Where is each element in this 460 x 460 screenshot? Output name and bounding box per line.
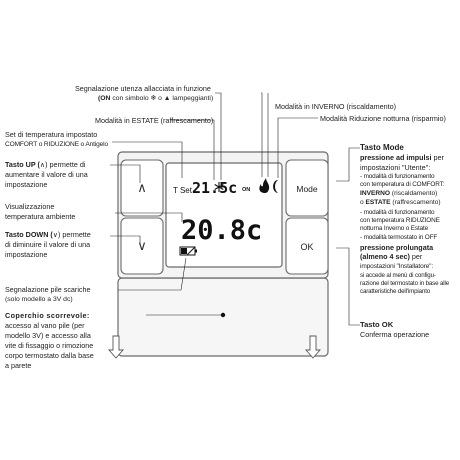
heating-text: (riscaldamento) [390, 190, 438, 197]
mode-sub [360, 153, 444, 162]
up-title: Tasto UP ( [5, 160, 40, 169]
up-button-label: ∧ [137, 181, 147, 196]
flame-icon-inline: ▲ [163, 95, 171, 102]
up-symbol: ∧ [39, 160, 46, 169]
display-label: Visualizzazione [5, 202, 55, 211]
night-mode-label: Modalità Riduzione notturna (risparmio) [320, 114, 446, 123]
mode-line-7: - modalità di funzionamento [360, 209, 435, 216]
cover-line-4: vite di fissaggio o rimozione [5, 341, 94, 350]
cover-line-5: corpo termostato dalla base [5, 351, 94, 360]
ok-description: Conferma operazione [360, 330, 430, 339]
up-rest: ) permette di [45, 160, 86, 169]
set-temperature-value: 21.5c [192, 179, 238, 197]
connected-load-signal-label: Segnalazione utenza allacciata in funzione [75, 84, 211, 93]
mode-long-press: pressione prolungata [360, 243, 434, 252]
cover-line-6: a parete [5, 361, 32, 370]
mode-line-2: impostazioni "Utente": [360, 163, 431, 172]
down-description-2: di diminuire il valore di una [5, 240, 91, 249]
mode-long-press-2 [360, 252, 422, 261]
battery-low-icon [180, 247, 197, 255]
ok-title: Tasto OK [360, 320, 394, 329]
snowflake-icon-inline: ❄ [150, 95, 157, 102]
connected-load-signal-detail [98, 94, 213, 103]
mode-line-13: impostazioni "Installatore": [360, 263, 434, 270]
mode-sub-rest: per [431, 153, 444, 162]
cooling-text: (raffrescamento) [390, 199, 441, 206]
setpoint-label: Set di temperatura impostato [5, 130, 98, 139]
up-description [5, 160, 86, 169]
mode-line-14: si accede al menù di configu- [360, 272, 436, 279]
up-description-3: impostazione [5, 180, 48, 189]
up-description-2: aumentare il valore di una [5, 170, 88, 179]
mode-line-15: razione del termostato in base alle [360, 280, 449, 287]
for-text: per [409, 252, 423, 261]
cover-marker-dot [221, 313, 225, 317]
mode-title: Tasto Mode [360, 143, 404, 152]
cover-line-3: modello 3V) e accesso alla [5, 331, 91, 340]
down-description-3: impostazione [5, 250, 48, 259]
summer-mode-label: Modalità in ESTATE (raffrescamento) [95, 116, 214, 125]
ok-button-label: OK [300, 242, 314, 252]
or-text: o [156, 95, 164, 102]
battery-label: Segnalazione pile scariche [5, 285, 91, 294]
mode-line-5 [360, 189, 437, 198]
mode-button-label: Mode [296, 184, 318, 194]
mode-line-10: - modalità termostato in OFF [360, 234, 438, 241]
mode-line-9: notturna Inverno o Estate [360, 225, 429, 232]
down-rest: ) permette [58, 230, 91, 239]
mode-line-3: - modalità di funzionamento [360, 173, 435, 180]
cover-title: Coperchio scorrevole: [5, 311, 90, 320]
display-label-2: temperatura ambiente [5, 212, 76, 221]
down-symbol: ∨ [52, 230, 59, 239]
setpoint-sub-label: COMFORT o RIDUZIONE o Antigelo [5, 141, 108, 148]
on-indicator: ON [242, 187, 251, 193]
battery-sub-label: (solo modello a 3V dc) [5, 296, 73, 303]
mode-line-8: con temperatura RIDUZIONE [360, 217, 440, 224]
mode-sub-bold: pressione ad impulsi [360, 153, 432, 162]
down-title: Tasto DOWN ( [5, 230, 53, 239]
winter-mode-label: Modalità in INVERNO (riscaldamento) [275, 102, 397, 111]
tset-label: T Set [173, 186, 192, 195]
or-text-2: o [360, 199, 366, 206]
room-temperature-value: 20.8c [181, 215, 263, 246]
down-button-label: ∨ [137, 239, 147, 254]
down-description [5, 230, 91, 239]
mode-line-16: caratteristiche dell'impianto [360, 288, 431, 295]
blinking-text: lampeggianti) [170, 95, 214, 102]
winter-bold: INVERNO [360, 190, 391, 197]
mode-line-6 [360, 198, 441, 207]
at-least-4-sec: (almeno 4 sec) [360, 252, 410, 261]
with-symbol-text: con simbolo [110, 95, 151, 102]
summer-bold: ESTATE [365, 199, 391, 206]
on-text: (ON [98, 95, 111, 102]
cover-line-2: accesso al vano pile (per [5, 321, 85, 330]
mode-line-4: con temperatura di COMFORT: [360, 181, 445, 188]
